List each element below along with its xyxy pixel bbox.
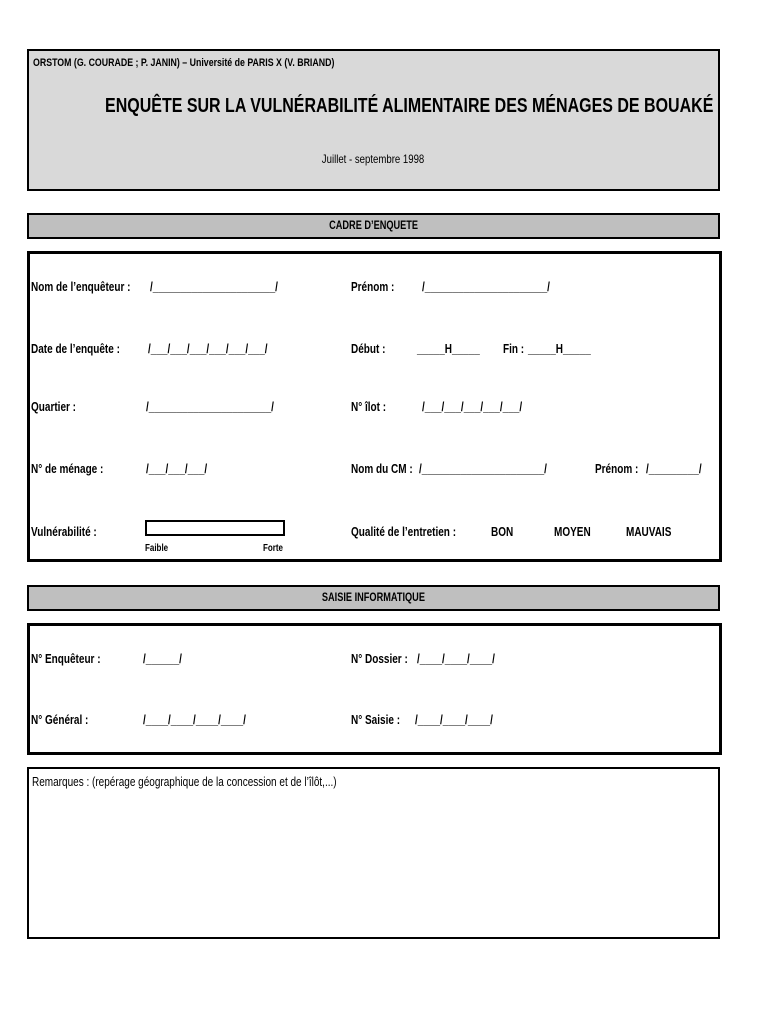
nom-cm-label: Nom du CM :	[351, 462, 413, 476]
document-title: ENQUÊTE SUR LA VULNÉRABILITÉ ALIMENTAIRE DES MÉNAGES DE BOUAKÉ	[105, 95, 714, 117]
no-saisie-label: N° Saisie :	[351, 713, 401, 727]
debut-field[interactable]: _____H_____	[417, 342, 480, 356]
prenom-cm-label: Prénom :	[595, 462, 639, 476]
qualite-label: Qualité de l’entretien :	[351, 525, 457, 539]
qualite-option-mauvais[interactable]: MAUVAIS	[626, 525, 672, 539]
prenom-cm-field[interactable]: /_________/	[646, 462, 702, 476]
menage-field[interactable]: /___/___/___/	[146, 462, 208, 476]
section-header-cadre: CADRE D’ENQUETE	[27, 213, 720, 239]
scale-low-label: Faible	[145, 543, 169, 554]
no-dossier-label: N° Dossier :	[351, 652, 408, 666]
no-general-label: N° Général :	[31, 713, 89, 727]
ilot-label: N° îlot :	[351, 400, 387, 414]
quartier-label: Quartier :	[31, 400, 77, 414]
qualite-option-bon[interactable]: BON	[491, 525, 514, 539]
saisie-panel	[27, 623, 722, 755]
nom-enqueteur-field[interactable]: /______________________/	[150, 280, 278, 294]
fin-field[interactable]: _____H_____	[528, 342, 591, 356]
survey-period: Juillet - septembre 1998	[322, 152, 425, 166]
no-enqueteur-field[interactable]: /______/	[143, 652, 182, 666]
remarks-label: Remarques : (repérage géographique de la concession et de l’îlôt,...)	[32, 775, 337, 789]
vulnerabilite-scale[interactable]	[145, 520, 285, 536]
ilot-field[interactable]: /___/___/___/___/___/	[422, 400, 523, 414]
debut-label: Début :	[351, 342, 386, 356]
nom-cm-field[interactable]: /______________________/	[419, 462, 547, 476]
quartier-field[interactable]: /______________________/	[146, 400, 274, 414]
fin-label: Fin :	[503, 342, 525, 356]
no-dossier-field[interactable]: /____/____/____/	[417, 652, 495, 666]
vulnerabilite-label: Vulnérabilité :	[31, 525, 97, 539]
prenom-enqueteur-label: Prénom :	[351, 280, 395, 294]
nom-enqueteur-label: Nom de l’enquêteur :	[31, 280, 131, 294]
date-enquete-label: Date de l’enquête :	[31, 342, 120, 356]
no-enqueteur-label: N° Enquêteur :	[31, 652, 101, 666]
menage-label: N° de ménage :	[31, 462, 104, 476]
remarks-box[interactable]	[27, 767, 720, 939]
date-enquete-field[interactable]: /___/___/___/___/___/___/	[148, 342, 268, 356]
qualite-option-moyen[interactable]: MOYEN	[554, 525, 591, 539]
scale-high-label: Forte	[263, 543, 283, 554]
header-box	[27, 49, 720, 191]
no-general-field[interactable]: /____/____/____/____/	[143, 713, 246, 727]
prenom-enqueteur-field[interactable]: /______________________/	[422, 280, 550, 294]
no-saisie-field[interactable]: /____/____/____/	[415, 713, 493, 727]
authors-line: ORSTOM (G. COURADE ; P. JANIN) – Université de PARIS X (V. BRIAND)	[33, 57, 335, 69]
section-header-saisie: SAISIE INFORMATIQUE	[27, 585, 720, 611]
